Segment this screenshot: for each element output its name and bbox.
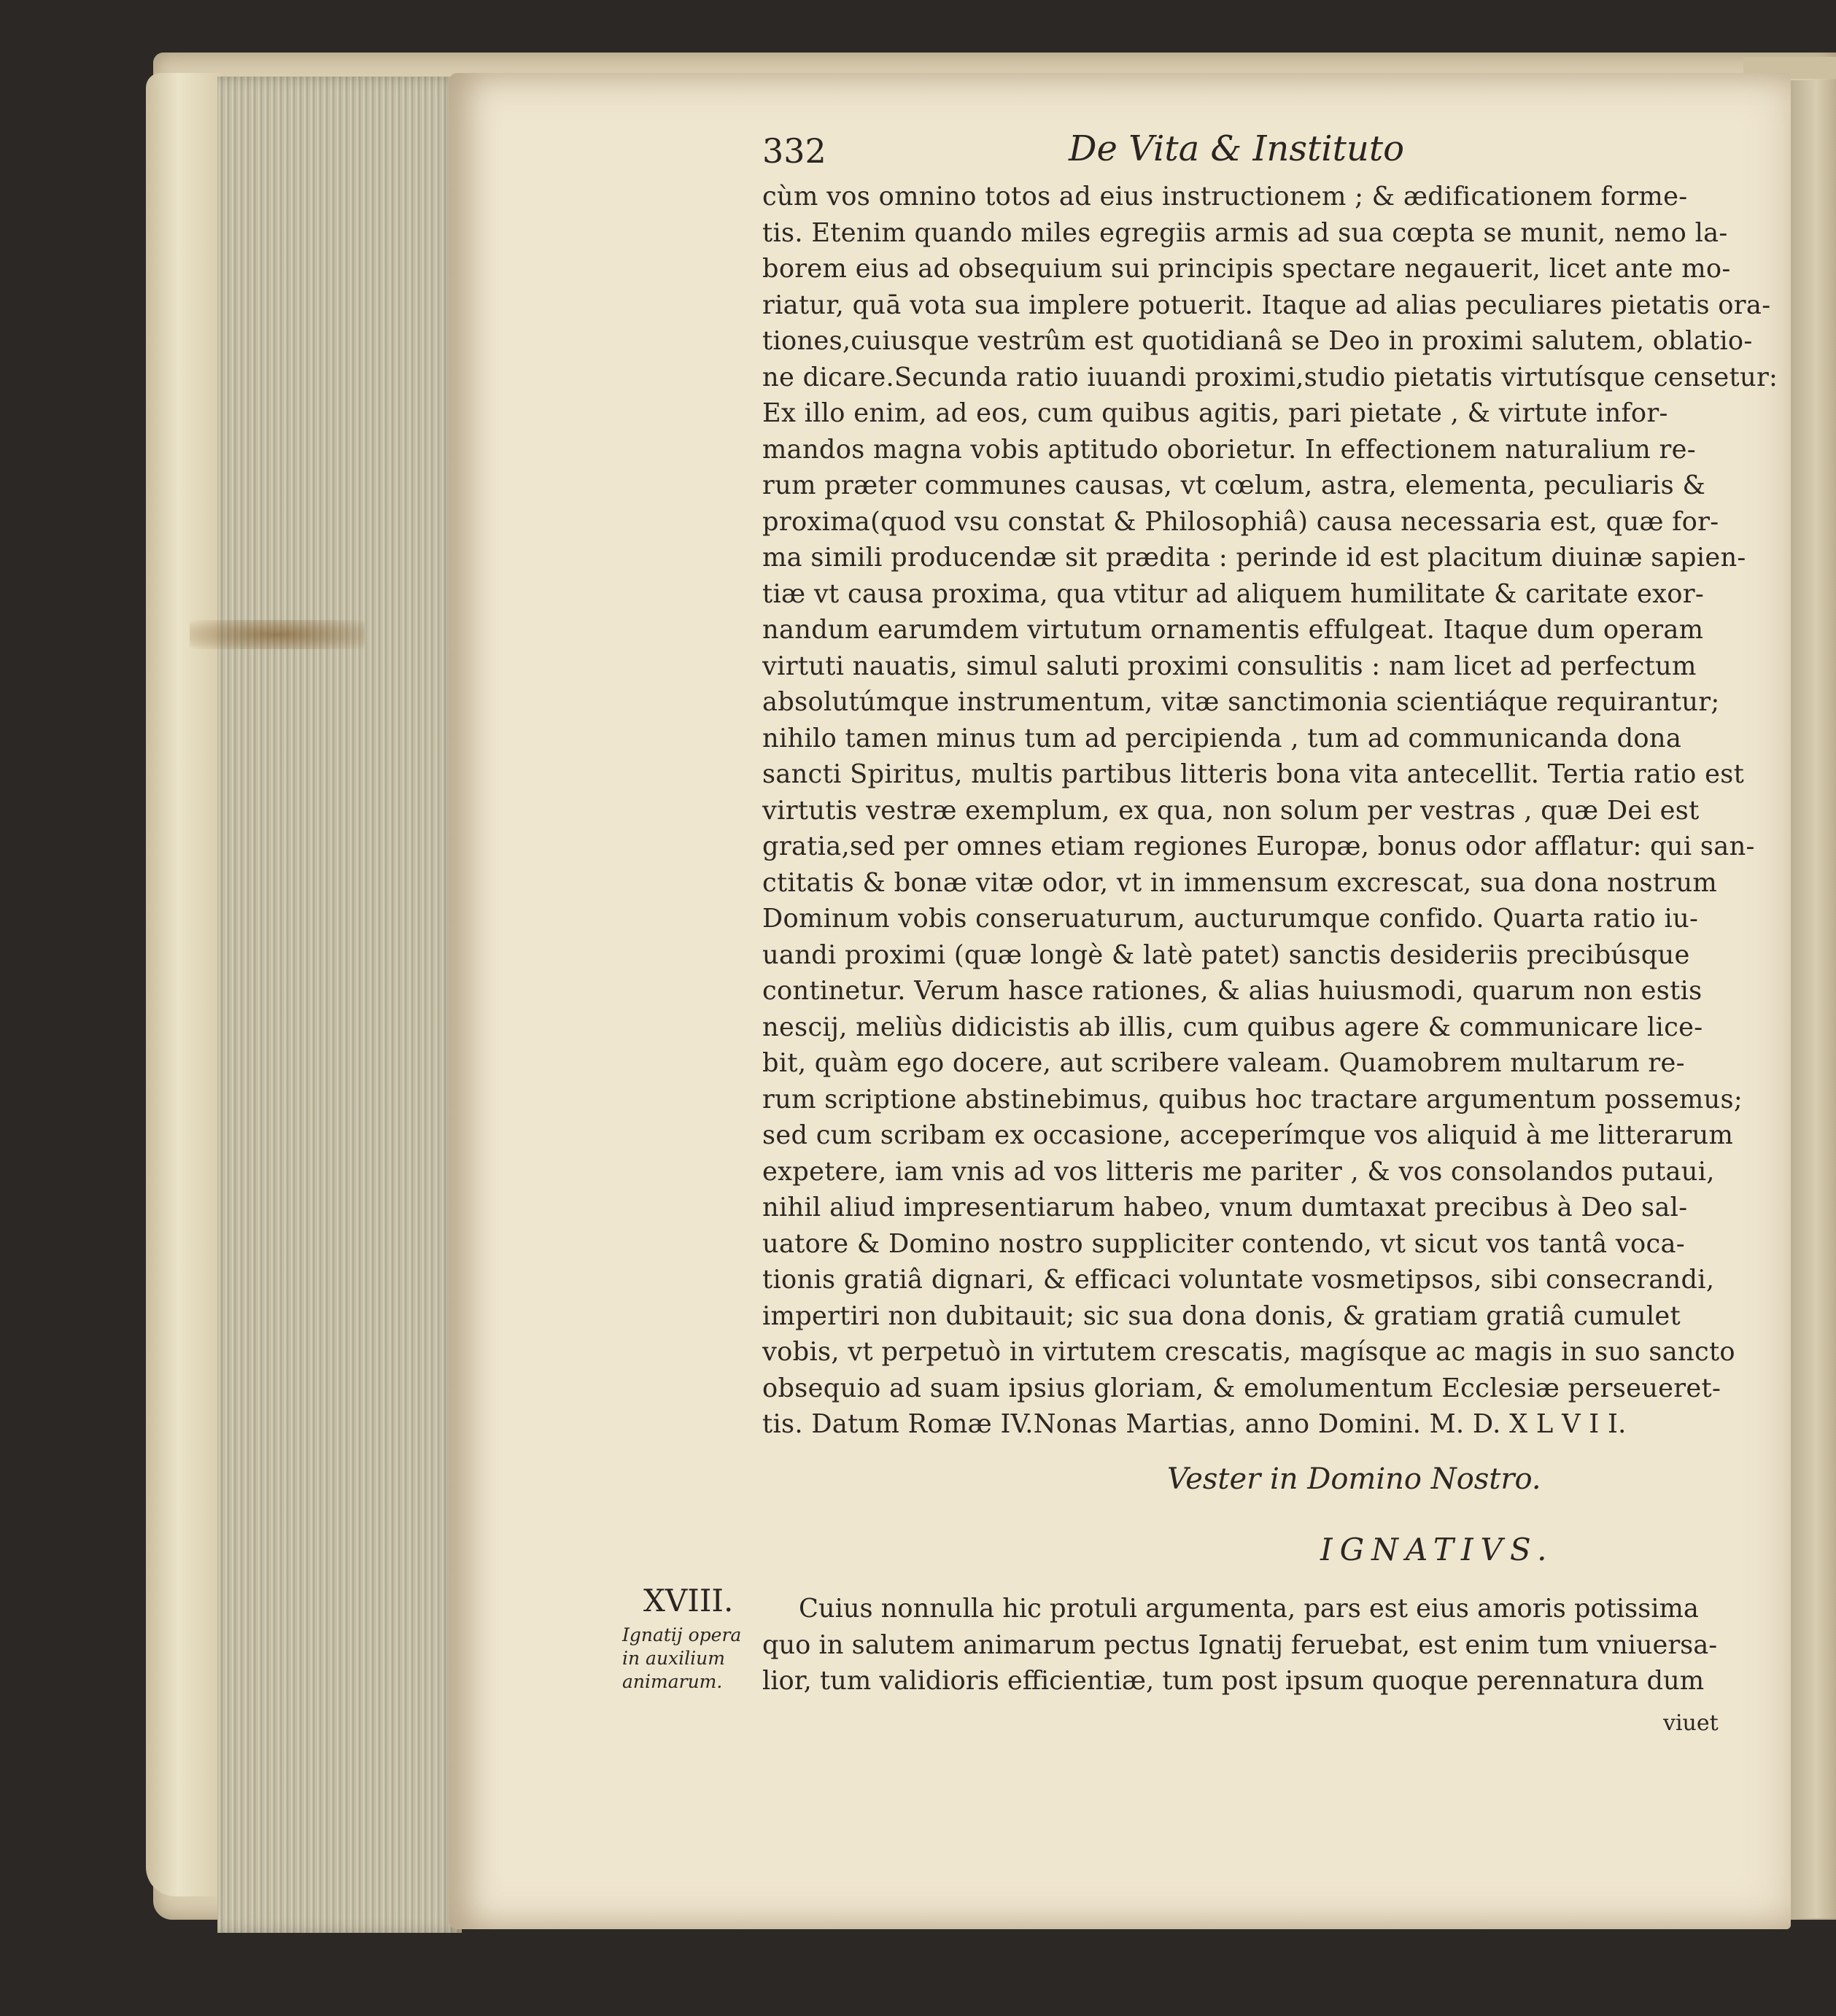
text-line: vobis, vt perpetuò in virtutem crescatis, magísque ac magis in suo sancto <box>762 1337 1735 1367</box>
text-line: obsequio ad suam ipsius gloriam, & emolumentum Ecclesiæ perseueret- <box>762 1373 1721 1403</box>
text-line: tiones,cuiusque vestrûm est quotidianâ se Deo in proximi salutem, oblatio- <box>762 326 1753 356</box>
page-header <box>762 128 1754 182</box>
text-line: uatore & Domino nostro suppliciter contendo, vt sicut vos tantâ voca- <box>762 1228 1685 1259</box>
letter-signature: IGNATIVS. <box>1320 1532 1554 1567</box>
stain-mark <box>190 620 365 649</box>
section-line: Cuius nonnulla hic protuli argumenta, pars est eius amoris potissima <box>799 1594 1699 1624</box>
text-line: sed cum scribam ex occasione, acceperímque vos aliquid à me litterarum <box>762 1120 1734 1150</box>
text-line: ctitatis & bonæ vitæ odor, vt in immensum excrescat, sua dona nostrum <box>762 867 1718 898</box>
page-number: 332 <box>762 131 826 171</box>
text-line: uandi proximi (quæ longè & latè patet) sanctis desideriis precibúsque <box>762 939 1690 970</box>
text-line: mandos magna vobis aptitudo oborietur. In effectionem naturalium re- <box>762 434 1696 465</box>
book-spine-edge <box>146 73 226 1896</box>
section-body <box>762 1590 1725 1699</box>
text-line: Dominum vobis conseruaturum, aucturumque confido. Quarta ratio iu- <box>762 904 1699 934</box>
text-line: nescij, meliùs didicistis ab illis, cum quibus agere & communicare lice- <box>762 1012 1703 1042</box>
letter-body <box>762 179 1778 1443</box>
text-line: tiæ vt causa proxima, qua vtitur ad aliquem humilitate & caritate exor- <box>762 578 1705 609</box>
text-line: ne dicare.Secunda ratio iuuandi proximi,studio pietatis virtutísque censetur: <box>762 362 1778 392</box>
margin-note-line: animarum. <box>622 1671 723 1692</box>
text-line: riatur, quā vota sua implere potuerit. Itaque ad alias peculiares pietatis ora- <box>762 290 1771 320</box>
text-line: nandum earumdem virtutum ornamentis effulgeat. Itaque dum operam <box>762 615 1704 645</box>
margin-note-line: Ignatij opera <box>622 1624 742 1645</box>
running-title: De Vita & Instituto <box>1069 128 1405 169</box>
text-line: borem eius ad obsequium sui principis spectare negauerit, licet ante mo- <box>762 254 1731 284</box>
text-line: tis. Datum Romæ IV.Nonas Martias, anno Domini. M. D. X L V I I. <box>762 1409 1627 1439</box>
catchword: viuet <box>1663 1710 1719 1736</box>
text-line: sancti Spiritus, multis partibus litteris bona vita antecellit. Tertia ratio est <box>762 759 1745 789</box>
text-line: absolutúmque instrumentum, vitæ sanctimonia scientiáque requirantur; <box>762 687 1720 717</box>
page-edges <box>217 77 462 1933</box>
text-line: nihilo tamen minus tum ad percipienda , tum ad communicanda dona <box>762 723 1682 753</box>
text-line: expetere, iam vnis ad vos litteris me pariter , & vos consolandos putaui, <box>762 1156 1715 1187</box>
text-line: virtuti nauatis, simul saluti proximi consulitis : nam licet ad perfectum <box>762 651 1697 681</box>
text-line: cùm vos omnino totos ad eius instructionem ; & ædificationem forme- <box>762 182 1688 212</box>
text-line: proxima(quod vsu constat & Philosophiâ) causa necessaria est, quæ for- <box>762 506 1719 537</box>
section-line: lior, tum validioris efficientiæ, tum post ipsum quoque perennatura dum <box>762 1666 1705 1696</box>
text-line: rum scriptione abstinebimus, quibus hoc tractare argumentum possemus; <box>762 1084 1743 1114</box>
margin-note <box>622 1624 761 1694</box>
text-line: rum præter communes causas, vt cœlum, astra, elementa, peculiaris & <box>762 470 1706 500</box>
text-line: Ex illo enim, ad eos, cum quibus agitis, pari pietate , & virtute infor- <box>762 398 1668 428</box>
gutter-fold <box>1787 80 1836 1918</box>
text-line: tis. Etenim quando miles egregiis armis ad sua cœpta se munit, nemo la- <box>762 217 1728 248</box>
text-line: bit, quàm ego docere, aut scribere valeam. Quamobrem multarum re- <box>762 1048 1685 1078</box>
section-number: XVIII. <box>643 1583 734 1618</box>
margin-note-line: in auxilium <box>622 1648 725 1669</box>
text-line: ma simili producendæ sit prædita : perinde id est placitum diuinæ sapien- <box>762 543 1746 573</box>
letter-signoff: Vester in Domino Nostro. <box>1167 1462 1541 1496</box>
text-line: tionis gratiâ dignari, & efficaci voluntate vosmetipsos, sibi consecrandi, <box>762 1265 1715 1295</box>
text-line: gratia,sed per omnes etiam regiones Europæ, bonus odor afflatur: qui san- <box>762 831 1755 861</box>
text-line: virtutis vestræ exemplum, ex qua, non solum per vestras , quæ Dei est <box>762 795 1700 826</box>
text-line: impertiri non dubitauit; sic sua dona donis, & gratiam gratiâ cumulet <box>762 1300 1681 1331</box>
text-line: continetur. Verum hasce rationes, & alias huiusmodi, quarum non estis <box>762 976 1703 1006</box>
section-line: quo in salutem animarum pectus Ignatij feruebat, est enim tum vniuersa- <box>762 1629 1718 1660</box>
text-line: nihil aliud impresentiarum habeo, vnum dumtaxat precibus à Deo sal- <box>762 1193 1688 1222</box>
